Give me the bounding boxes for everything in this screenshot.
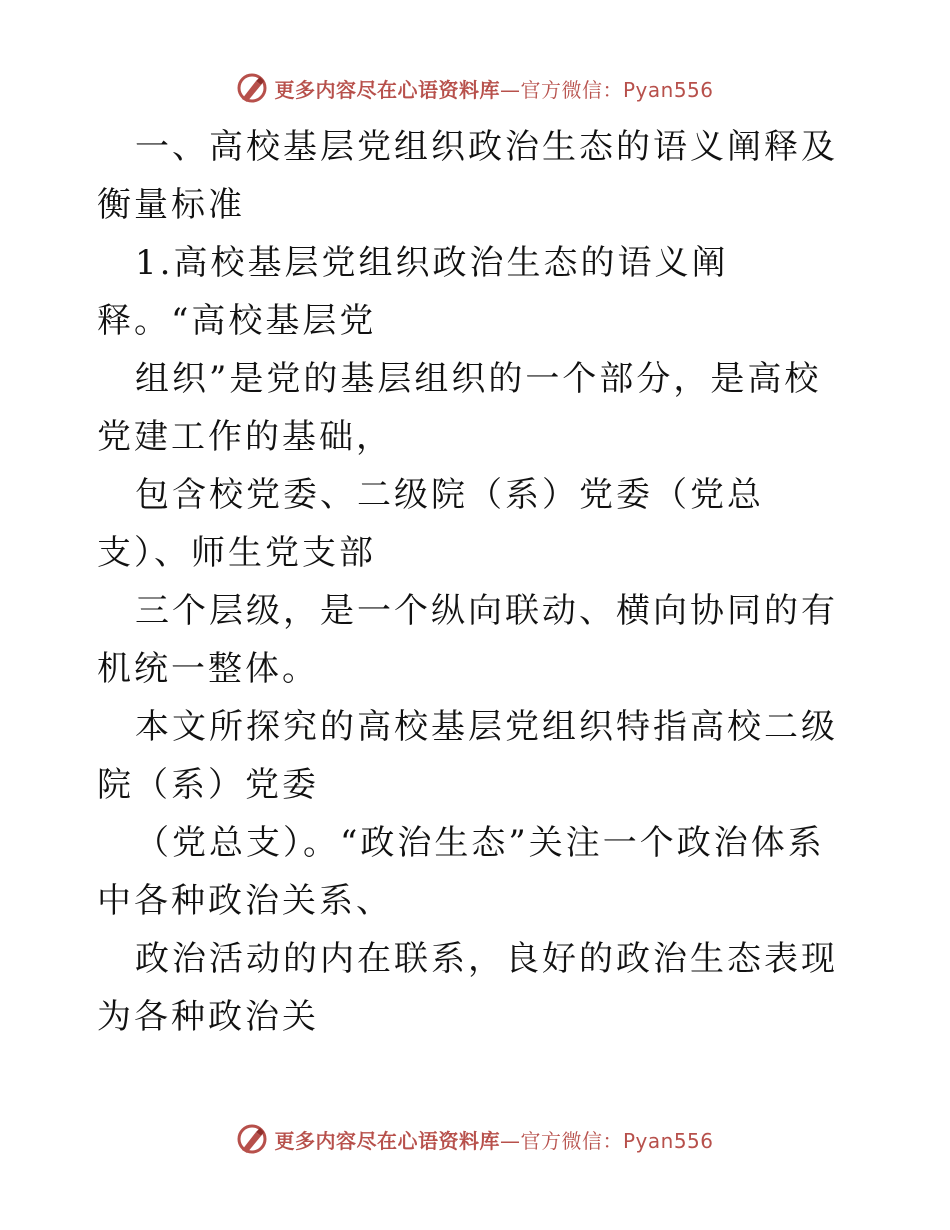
watermark-banner: [236, 72, 713, 104]
paragraph: 组织”是党的基层组织的一个部分，是高校党建工作的基础，: [97, 359, 822, 457]
paragraph: 1.高校基层党组织政治生态的语义阐释。“高校基层党: [97, 243, 729, 341]
paragraph: 三个层级，是一个纵向联动、横向协同的有机统一整体。: [97, 591, 838, 689]
watermark-separator: —: [499, 1128, 521, 1153]
watermark-wechat-label: 官方微信：: [520, 1128, 623, 1153]
section-heading: 一、高校基层党组织政治生态的语义阐释及衡量标准: [97, 127, 838, 225]
watermark-separator: —: [499, 77, 521, 102]
pen-circle-logo-icon: [236, 72, 268, 104]
footer-watermark: [0, 1123, 950, 1155]
paragraph: 本文所探究的高校基层党组织特指高校二级院（系）党委: [97, 707, 838, 805]
watermark-wechat-label: 官方微信：: [520, 77, 623, 102]
pen-circle-logo-icon: [236, 1123, 268, 1155]
paragraph: 包含校党委、二级院（系）党委（党总支）、师生党支部: [97, 475, 764, 573]
watermark-banner: [236, 1123, 713, 1155]
watermark-wechat-id: Pyan556: [622, 1128, 714, 1153]
paragraph: （党总支）。“政治生态”关注一个政治体系中各种政治关系、: [97, 823, 825, 921]
watermark-wechat-id: Pyan556: [622, 77, 714, 102]
header-watermark: [0, 72, 950, 104]
document-body: [97, 118, 857, 1046]
paragraph: 政治活动的内在联系，良好的政治生态表现为各种政治关: [97, 939, 838, 1037]
watermark-brand-text: 更多内容尽在心语资料库: [274, 77, 500, 102]
watermark-brand-text: 更多内容尽在心语资料库: [274, 1128, 500, 1153]
